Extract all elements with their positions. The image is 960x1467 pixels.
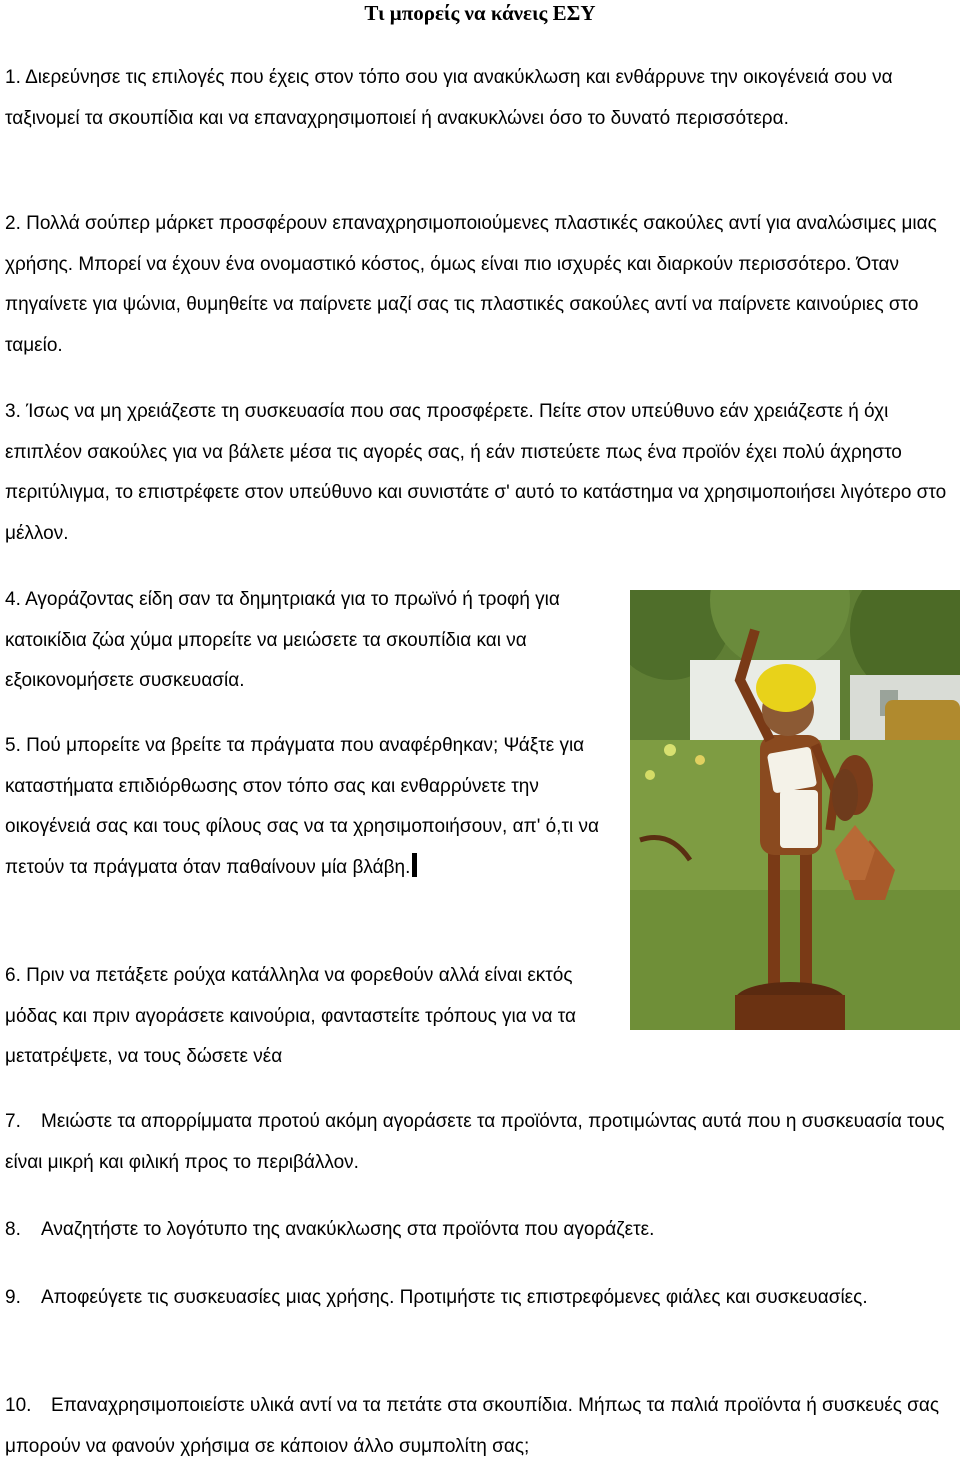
item-1: 1. Διερεύνησε τις επιλογές που έχεις στον τόπο σου για ανακύκλωση και ενθάρρυνε την οικογένειά σου να ταξινομεί τα σκουπίδια και να επαναχρησιμοποιεί ή ανακυκλώνει όσο το δυνατό περισσότερα. [5, 67, 893, 129]
item-9-text: Αποφεύγετε τις συσκευασίες μιας χρήσης. Προτιμήστε τις επιστρεφόμενες φιάλες και συσκευασίες. [41, 1287, 868, 1308]
item-10-number: 10. [5, 1395, 32, 1416]
text-cursor-mark [412, 853, 417, 877]
item-3: 3. Ίσως να μη χρειάζεστε τη συσκευασία που σας προσφέρετε. Πείτε στον υπεύθυνο εάν χρειάζεστε ή όχι επιπλέον σακούλες για να βάλετε μέσα τις αγορές σας, ή εάν πιστεύετε πως ένα προϊόν έχει πολύ άχρηστο περιτύλιγμα, το επιστρέφετε στον υπεύθυνο και συνιστάτε σ' αυτό το κατάστημα να χρησιμοποιήσει λιγότερο στο μέλλον. [5, 401, 947, 544]
page-title: Τι μπορείς να κάνεις ΕΣΥ [364, 1, 596, 25]
item-7-number: 7. [5, 1111, 21, 1132]
item-4: 4. Αγοράζοντας είδη σαν τα δημητριακά για το πρωϊνό ή τροφή για κατοικίδια ζώα χύμα μπορείτε να μειώσετε τα σκουπίδια και να εξοικονομήσετε συσκευασία. [5, 589, 560, 691]
item-6: 6. Πριν να πετάξετε ρούχα κατάλληλα να φορεθούν αλλά είναι εκτός μόδας και πριν αγοράσετε καινούρια, φανταστείτε τρόπους για να τα μετατρέψετε, να τους δώσετε νέα [5, 965, 576, 1067]
item-10-text: Επαναχρησιμοποιείστε υλικά αντί να τα πετάτε στα σκουπίδια. Μήπως τα παλιά προϊόντα ή συσκευές σας μπορούν να φανούν χρήσιμα σε κάποιον άλλο συμπολίτη σας; [5, 1395, 940, 1457]
item-8-number: 8. [5, 1219, 21, 1240]
item-9-number: 9. [5, 1287, 21, 1308]
sculpture-photo [630, 590, 960, 1030]
item-7-text: Μειώστε τα απορρίμματα προτού ακόμη αγοράσετε τα προϊόντα, προτιμώντας αυτά που η συσκευασία τους είναι μικρή και φιλική προς το περιβάλλον. [5, 1111, 945, 1173]
item-5-text: 5. Πού μπορείτε να βρείτε τα πράγματα που αναφέρθηκαν; Ψάξτε για καταστήματα επιδιόρθωσης στον τόπο σας και ενθαρρύνετε την οικογένειά σας και τους φίλους σας να τα χρησιμοποιήσουν, απ' ό,τι να πετούν τα πράγματα όταν παθαίνουν μία βλάβη. [5, 735, 599, 878]
item-8-text: Αναζητήστε το λογότυπο της ανακύκλωσης στα προϊόντα που αγοράζετε. [41, 1219, 655, 1240]
item-9 [5, 1278, 955, 1319]
item-2: 2. Πολλά σούπερ μάρκετ προσφέρουν επαναχρησιμοποιούμενες πλαστικές σακούλες αντί για αναλώσιμες μιας χρήσης. Μπορεί να έχουν ένα ονομαστικό κόστος, όμως είναι πιο ισχυρές και διαρκούν περισσότερο. Όταν πηγαίνετε για ψώνια, θυμηθείτε να παίρνετε μαζί σας τις πλαστικές σακούλες αντί να παίρνετε καινούριες στο ταμείο. [5, 213, 937, 356]
item-10 [5, 1386, 955, 1467]
item-7 [5, 1102, 955, 1183]
item-8 [5, 1210, 955, 1251]
item-5 [5, 726, 620, 888]
